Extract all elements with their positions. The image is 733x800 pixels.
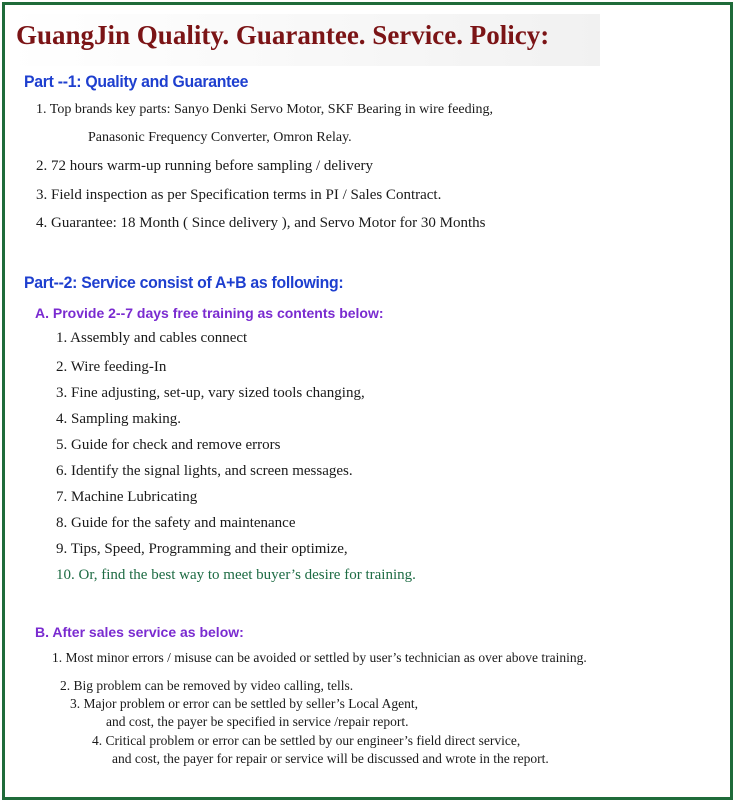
service-item-1: 1. Most minor errors / misuse can be avoided or settled by user’s technician as over above training. (52, 650, 587, 665)
training-item-1: 1. Assembly and cables connect (56, 330, 248, 346)
part1-item-1: 1. Top brands key parts: Sanyo Denki Servo Motor, SKF Bearing in wire feeding, (36, 102, 494, 117)
section-a-heading: A. Provide 2--7 days free training as contents below: (35, 305, 384, 321)
page-title: GuangJin Quality. Guarantee. Service. Policy: (16, 20, 550, 50)
part1-item-2: 2. 72 hours warm-up running before sampling / delivery (36, 158, 374, 174)
service-item-4-continued: and cost, the payer for repair or service will be discussed and wrote in the report. (112, 751, 549, 766)
service-item-2: 2. Big problem can be removed by video calling, tells. (60, 678, 354, 693)
service-item-3: 3. Major problem or error can be settled by seller’s Local Agent, (70, 696, 419, 711)
training-item-4: 4. Sampling making. (56, 411, 181, 427)
part1-item-1-continued: Panasonic Frequency Converter, Omron Relay. (88, 130, 352, 145)
training-item-2: 2. Wire feeding-In (56, 359, 167, 375)
training-item-8: 8. Guide for the safety and maintenance (56, 515, 296, 531)
training-item-9: 9. Tips, Speed, Programming and their optimize, (56, 541, 348, 557)
training-item-7: 7. Machine Lubricating (56, 489, 198, 505)
part1-item-3: 3. Field inspection as per Specification terms in PI / Sales Contract. (36, 187, 442, 203)
training-item-5: 5. Guide for check and remove errors (56, 437, 281, 453)
training-item-3: 3. Fine adjusting, set-up, vary sized tools changing, (56, 385, 365, 401)
part2-heading: Part--2: Service consist of A+B as following: (24, 273, 344, 292)
section-b-heading: B. After sales service as below: (35, 624, 244, 640)
training-item-6: 6. Identify the signal lights, and screen messages. (56, 463, 353, 479)
training-item-10: 10. Or, find the best way to meet buyer’s desire for training. (56, 567, 416, 583)
service-item-4: 4. Critical problem or error can be settled by our engineer’s field direct service, (92, 733, 521, 748)
part1-item-4: 4. Guarantee: 18 Month ( Since delivery ), and Servo Motor for 30 Months (36, 215, 486, 231)
part1-heading: Part --1: Quality and Guarantee (24, 72, 249, 91)
service-item-3-continued: and cost, the payer be specified in service /repair report. (106, 714, 409, 729)
